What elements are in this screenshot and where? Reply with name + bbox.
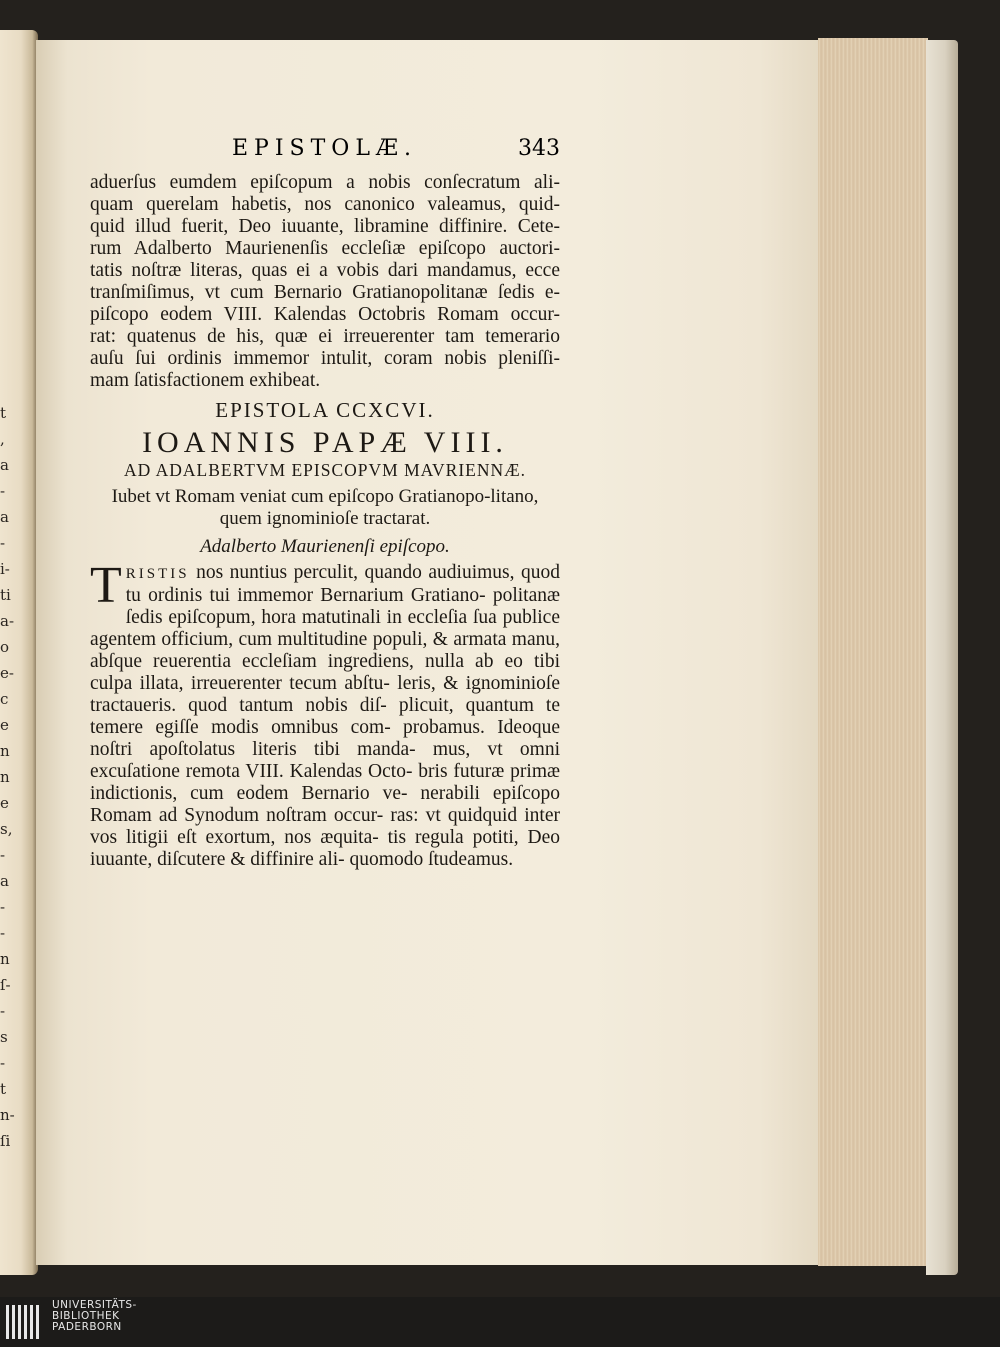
text-line: nos nuntius perculit, quando audiuimus, [196, 562, 515, 583]
page-number: 343 [518, 136, 560, 161]
text-line: mam ſatisfactionem exhibeat. [90, 370, 321, 391]
epistle-body [90, 557, 561, 871]
epistle-body-text [90, 557, 561, 870]
drop-cap: T [90, 557, 122, 614]
margin-fragment: i- [0, 560, 10, 578]
text-line: ras: vt quidquid inter vos litigii eſt exortum, nos æquita- [90, 805, 560, 848]
margin-fragment: ſ- [0, 976, 11, 994]
text-line: quod tu ordinis tui immemor Bernarium Gratiano- [125, 562, 560, 606]
first-word: RISTIS [125, 566, 190, 582]
text-line: mus, vt omni excuſatione remota VIII. Kalendas Octo- [90, 739, 561, 782]
epistle-number: EPISTOLA CCXCVI. [215, 398, 435, 422]
epistle-salutation: Adalberto Maurienenſi epiſcopo. [200, 536, 450, 557]
page-edges [818, 38, 928, 1266]
margin-fragment: e [0, 716, 9, 734]
margin-fragment: - [0, 1002, 6, 1020]
margin-fragment: n- [0, 1106, 15, 1124]
book-cover [926, 40, 958, 1275]
text-line: armata manu, abſque reuerentia eccleſiam ingrediens, [90, 629, 560, 672]
logo-line: PADERBORN [52, 1321, 122, 1333]
margin-fragment: a- [0, 612, 15, 630]
text-line: tranſmiſimus, vt cum Bernario Gratianopolitanæ ſedis e- [90, 282, 560, 303]
text-line: politanæ ſedis epiſcopum, hora matutinali in eccleſia ſua [125, 585, 560, 628]
margin-fragment: o [0, 638, 10, 656]
running-head-title: EPISTOLÆ. [232, 136, 417, 161]
text-line: leris, & ignominioſe tractaueris. quod tantum nobis diſ- [90, 673, 560, 716]
margin-fragment: , [0, 430, 5, 448]
text-line: publice agentem officium, cum multitudine populi, & [90, 607, 560, 650]
margin-fragment: t [0, 404, 7, 422]
margin-fragment: c [0, 690, 9, 708]
text-line: rat: quatenus de his, quæ ei irreuerenter tam temerario [90, 326, 560, 347]
text-line: nerabili epiſcopo Romam ad Synodum noſtram occur- [90, 783, 560, 826]
margin-fragment: - [0, 1054, 6, 1072]
text-line: piſcopo eodem VIII. Kalendas Octobris Romam occur- [90, 304, 560, 325]
margin-fragment: - [0, 846, 6, 864]
margin-fragment: ſi [0, 1132, 11, 1150]
text-line: plicuit, quantum te temere egiſſe modis omnibus com- [90, 695, 561, 738]
text-line: probamus. Ideoque noſtri apoſtolatus literis tibi manda- [90, 717, 560, 760]
margin-fragment: - [0, 482, 6, 500]
text-line: rum Adalberto Maurienenſis eccleſiæ epiſcopo auctori- [90, 238, 560, 259]
text-line: auſu ſui ordinis immemor intulit, coram nobis pleniſſi- [90, 348, 560, 369]
logo-line: UNIVERSITÄTS- [52, 1299, 137, 1311]
margin-fragment: - [0, 898, 6, 916]
library-logo-bar [0, 1297, 1000, 1347]
running-head [90, 136, 560, 166]
margin-fragment: n [0, 950, 10, 968]
text-line: quam querelam habetis, nos canonico valeamus, quid- [90, 194, 560, 215]
margin-fragment: a [0, 872, 9, 890]
text-line: aduerſus eumdem epiſcopum a nobis conſecratum ali- [90, 172, 560, 193]
margin-fragment: ti [0, 586, 11, 604]
margin-fragment: t [0, 1080, 7, 1098]
margin-fragment: s, [0, 820, 13, 838]
margin-fragment: a [0, 456, 9, 474]
continued-text [90, 172, 560, 392]
epistle-author: IOANNIS PAPÆ VIII. [142, 426, 508, 459]
text-line: quomodo ſtudeamus. [344, 849, 514, 870]
text-line: nulla ab eo tibi culpa illata, irreuerenter tecum abſtu- [90, 651, 560, 694]
margin-fragment: n [0, 742, 10, 760]
library-logo-text [52, 1300, 137, 1333]
margin-fragment: e- [0, 664, 14, 682]
margin-fragment: e [0, 794, 9, 812]
text-line: tis regula potiti, Deo iuuante, diſcutere & diffinire ali- [90, 827, 560, 870]
text-line: tatis noſtræ literas, quas ei a vobis dari mandamus, ecce [90, 260, 560, 281]
epistle-summary: Iubet vt Romam veniat cum epiſcopo Gratianopo-litano, quem ignominioſe tractarat. [111, 486, 539, 529]
margin-fragment: a [0, 508, 9, 526]
library-logo-icon [4, 1301, 46, 1343]
margin-fragment: n [0, 768, 10, 786]
margin-fragment: - [0, 534, 6, 552]
text-line: quid illud fuerit, Deo iuuante, libramine diffinire. Cete- [90, 216, 560, 237]
left-margin-fragments [0, 400, 16, 1154]
left-page-edge [0, 30, 38, 1275]
text-line: bris futuræ primæ indictionis, cum eodem Bernario ve- [90, 761, 560, 804]
margin-fragment: - [0, 924, 6, 942]
epistle-address: AD ADALBERTVM EPISCOPVM MAVRIENNÆ. [123, 460, 527, 480]
logo-line: BIBLIOTHEK [52, 1310, 120, 1322]
margin-fragment: s [0, 1028, 8, 1046]
